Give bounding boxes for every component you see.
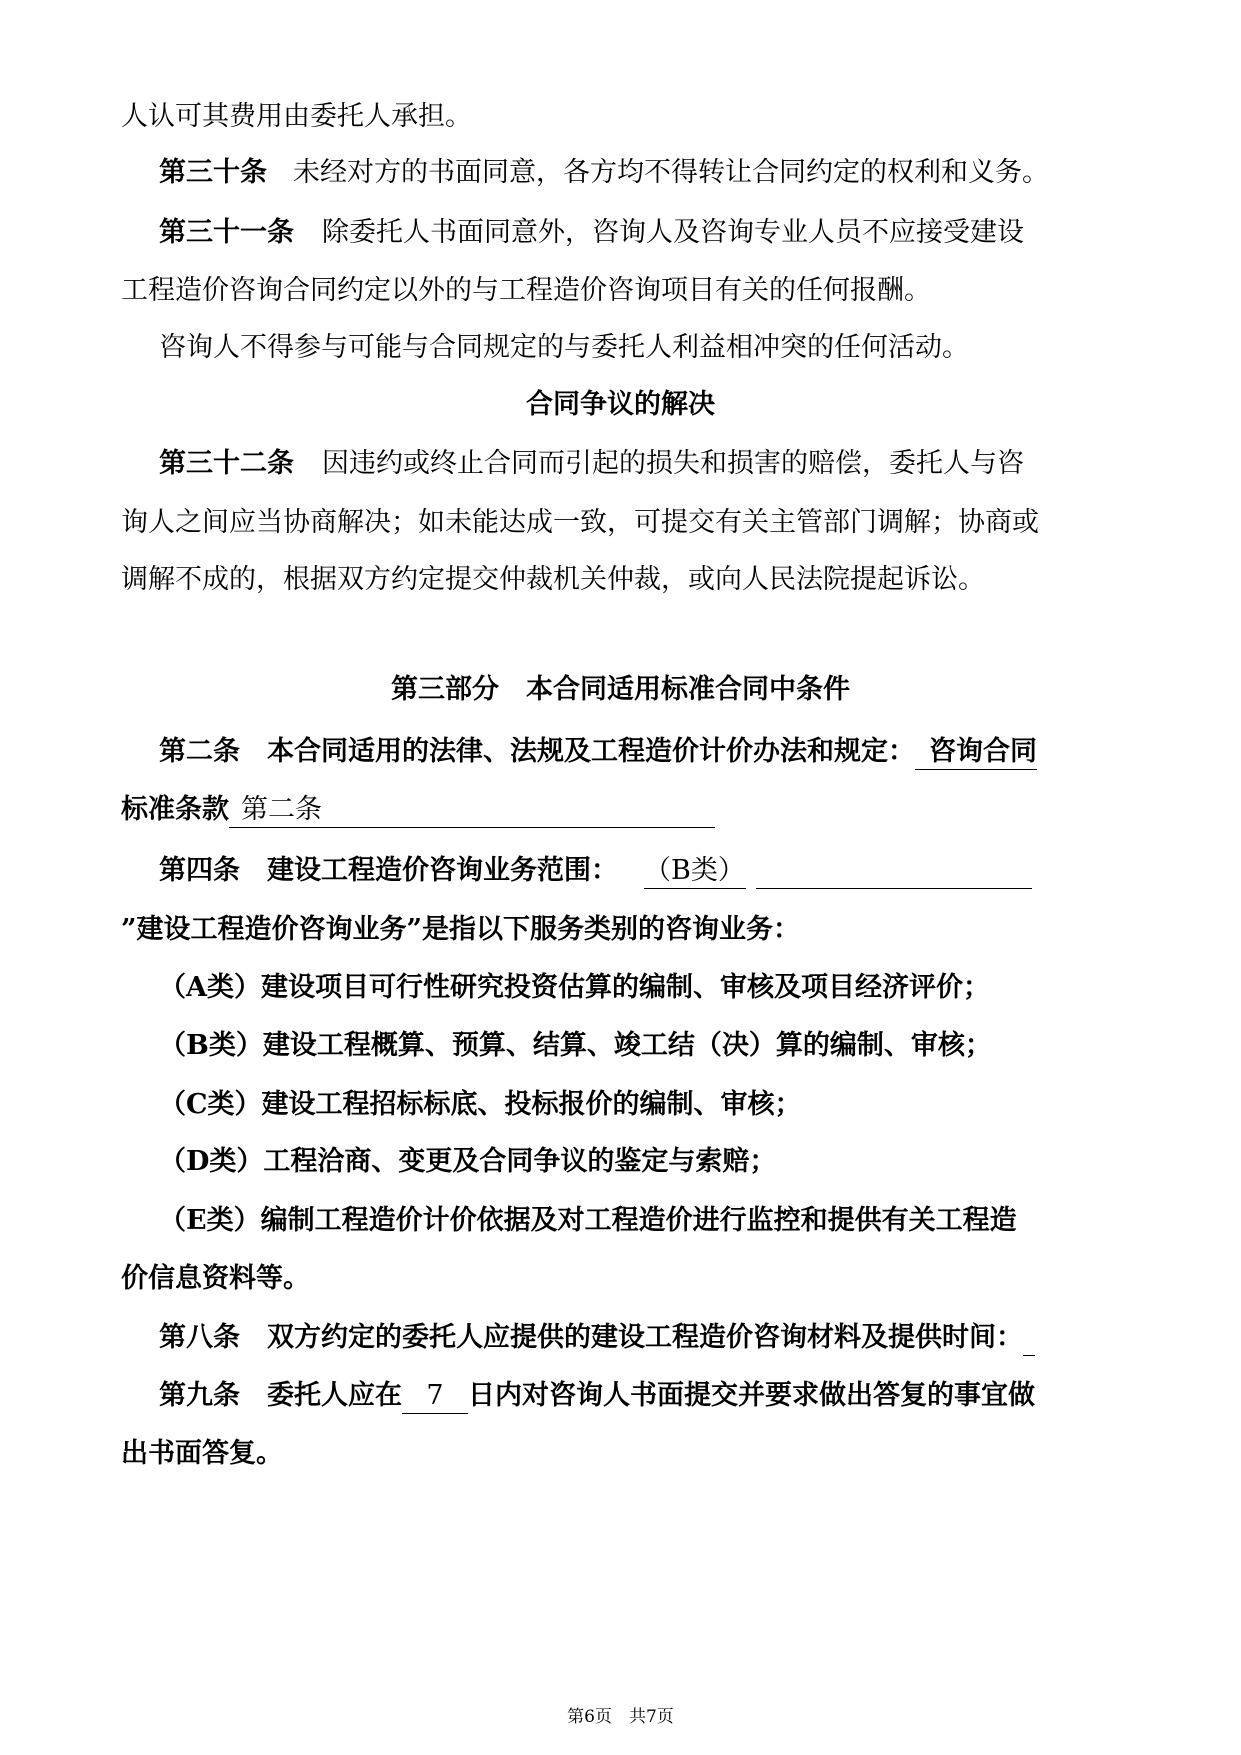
article-32 — [159, 446, 1169, 482]
part3-title — [0, 672, 1241, 708]
article-31-line2 — [121, 273, 1131, 309]
category-a — [159, 970, 1169, 1006]
clause-2-line2 — [121, 792, 1131, 828]
clause-text: 标准条款 — [121, 794, 229, 825]
category-text: （A类）建设项目可行性研究投资估算的编制、审核及项目经济评价； — [159, 972, 990, 1003]
clause-4 — [159, 853, 1169, 889]
article-30 — [159, 155, 1169, 191]
heading-text: 第三部分 本合同适用标准合同中条件 — [391, 674, 850, 705]
paragraph-continuation — [121, 99, 1131, 135]
heading-text: 合同争议的解决 — [526, 389, 715, 420]
clause-2 — [159, 734, 1169, 770]
article-32-line2 — [121, 505, 1131, 541]
clause-text: 第二条 本合同适用的法律、法规及工程造价计价办法和规定： — [159, 736, 915, 767]
category-text: 价信息资料等。 — [121, 1263, 310, 1294]
clause-9 — [159, 1378, 1169, 1414]
text: 人认可其费用由委托人承担。 — [121, 101, 472, 132]
clause-text: 第九条 委托人应在 — [159, 1380, 402, 1411]
clause-4-definition — [121, 912, 1131, 948]
category-b — [159, 1028, 1169, 1064]
clause-text: 出书面答复。 — [121, 1438, 283, 1469]
clause-text: 日内对咨询人书面提交并要求做出答复的事宜做 — [468, 1380, 1035, 1411]
category-text: （D类）工程洽商、变更及合同争议的鉴定与索赔； — [159, 1146, 777, 1177]
article-32-line3 — [121, 562, 1131, 598]
fill-in-blank: （B类） — [644, 854, 746, 889]
category-text: （E类）编制工程造价计价依据及对工程造价进行监控和提供有关工程造 — [159, 1205, 1017, 1236]
category-d — [159, 1144, 1169, 1180]
category-text: （B类）建设工程概算、预算、结算、竣工结（决）算的编制、审核； — [159, 1030, 992, 1061]
section-heading-dispute — [0, 387, 1241, 423]
category-e — [159, 1203, 1169, 1239]
category-e-line2 — [121, 1261, 1131, 1297]
article-text: 咨询人不得参与可能与合同规定的与委托人利益相冲突的任何活动。 — [159, 332, 969, 363]
clause-text: ”建设工程造价咨询业务”是指以下服务类别的咨询业务： — [121, 914, 801, 945]
article-title: 第三十条 — [159, 157, 267, 188]
page-number: 第6页 共7页 — [567, 1707, 674, 1727]
article-text: 因违约或终止合同而引起的损失和损害的赔偿，委托人与咨 — [322, 448, 1024, 479]
clause-text: 第四条 建设工程造价咨询业务范围： — [159, 855, 618, 886]
fill-in-blank: 咨询合同 — [915, 735, 1037, 770]
article-title: 第三十一条 — [159, 217, 294, 248]
clause-8 — [159, 1320, 1169, 1356]
article-text: 调解不成的，根据双方约定提交仲裁机关仲裁，或向人民法院提起诉讼。 — [121, 564, 985, 595]
clause-9-line2 — [121, 1436, 1131, 1472]
blank-line — [1023, 1355, 1035, 1356]
clause-text: 第八条 双方约定的委托人应提供的建设工程造价咨询材料及提供时间： — [159, 1322, 1023, 1353]
category-text: （C类）建设工程招标标底、投标报价的编制、审核； — [159, 1089, 802, 1120]
article-31-line3 — [159, 330, 1169, 366]
fill-in-blank: 第二条 — [229, 793, 715, 828]
blank-line — [756, 888, 1032, 889]
fill-in-blank: 7 — [402, 1379, 468, 1414]
article-text: 工程造价咨询合同约定以外的与工程造价咨询项目有关的任何报酬。 — [121, 275, 931, 306]
category-c — [159, 1087, 1169, 1123]
page-footer — [0, 1706, 1241, 1728]
article-title: 第三十二条 — [159, 448, 294, 479]
article-text: 未经对方的书面同意，各方均不得转让合同约定的权利和义务。 — [293, 157, 1049, 188]
article-text: 除委托人书面同意外，咨询人及咨询专业人员不应接受建设 — [322, 217, 1024, 248]
article-31 — [159, 215, 1169, 251]
article-text: 询人之间应当协商解决；如未能达成一致，可提交有关主管部门调解；协商或 — [121, 507, 1039, 538]
